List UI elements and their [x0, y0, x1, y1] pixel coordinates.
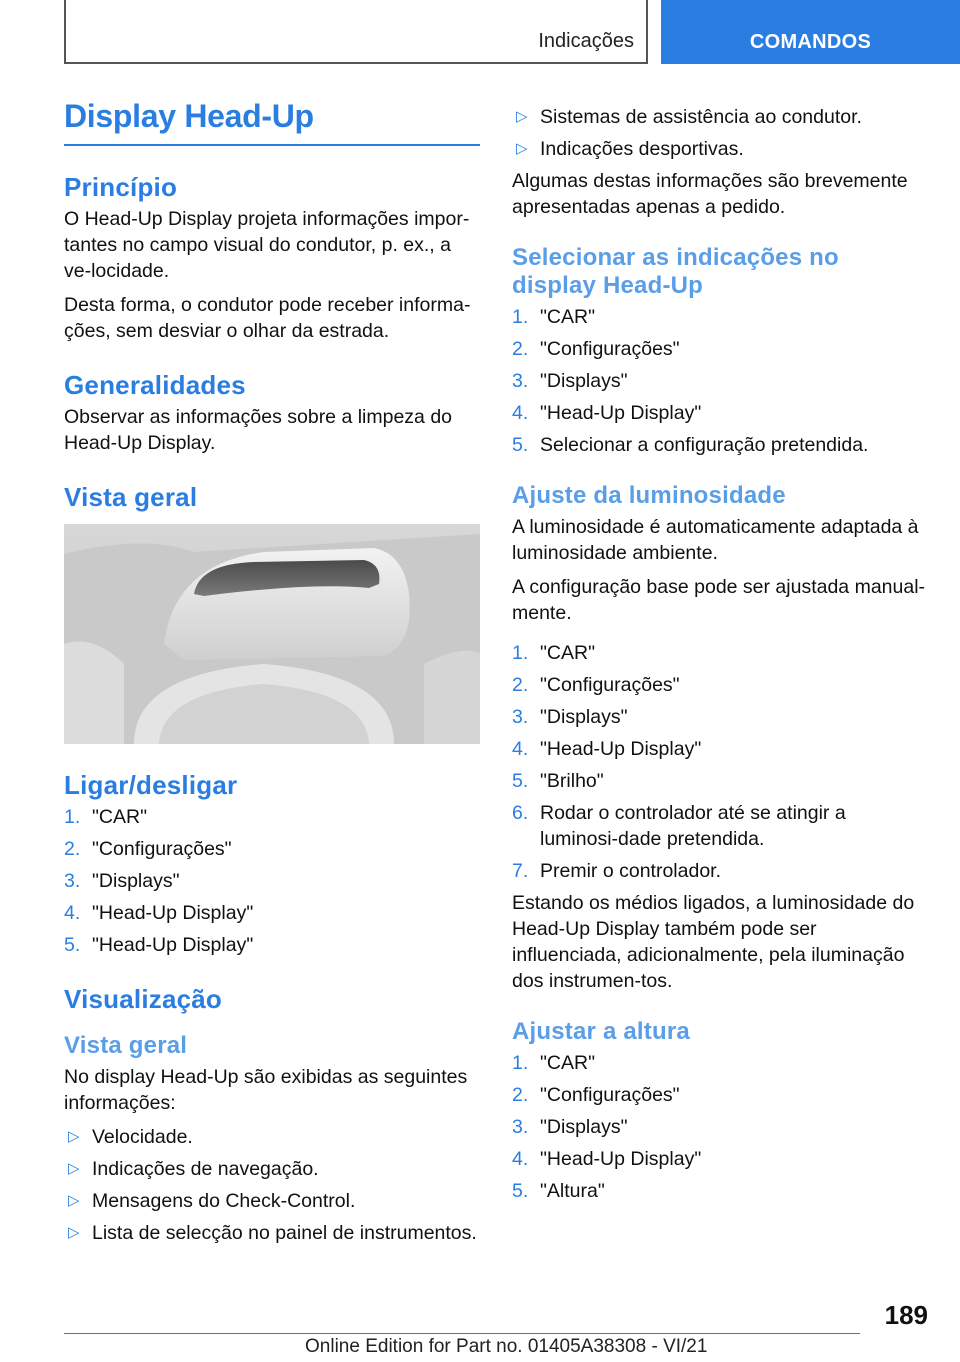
triangle-bullet-icon: ▷ [516, 140, 528, 157]
visualizacao-bullet-list [64, 1124, 480, 1246]
step-number: 1. [512, 1052, 529, 1074]
bullet-text: Lista de selecção no painel de instrumentos. [92, 1222, 477, 1244]
step-number: 3. [512, 1116, 529, 1138]
list-item [512, 672, 928, 698]
list-item [64, 836, 480, 862]
step-text: "Displays" [540, 370, 628, 392]
generalidades-paragraph: Observar as informações sobre a limpeza do Head-Up Display. [64, 406, 453, 454]
step-text: "Brilho" [540, 770, 604, 792]
step-number: 2. [512, 1084, 529, 1106]
step-text: "Configurações" [540, 338, 680, 360]
step-text: "Head-Up Display" [540, 402, 702, 424]
page-title: Display Head-Up [64, 96, 480, 146]
heading-vista-geral: Vista geral [64, 482, 198, 512]
list-item [512, 768, 928, 794]
step-number: 1. [512, 306, 529, 328]
bullet-text: Indicações de navegação. [92, 1158, 319, 1180]
step-text: "CAR" [92, 806, 148, 828]
step-number: 7. [512, 860, 529, 882]
heading-ligar-desligar: Ligar/desligar [64, 770, 238, 800]
list-item [512, 736, 928, 762]
list-item [64, 1124, 480, 1150]
list-item [64, 1188, 480, 1214]
step-number: 5. [64, 934, 81, 956]
step-number: 6. [512, 802, 529, 824]
step-text: "Head-Up Display" [92, 934, 254, 956]
luminosidade-paragraph-3: Estando os médios ligados, a luminosidade do Head-Up Display também pode ser influenciada, adicionalmente, pela iluminação dos instrumen-tos. [512, 892, 915, 992]
heading-visualizacao: Visualização [64, 984, 223, 1014]
head-up-display-photo [64, 524, 480, 744]
step-text: Rodar o controlador até se atingir a luminosi-dade pretendida. [540, 802, 846, 850]
principio-paragraph-2: Desta forma, o condutor pode receber informa-ções, sem desviar o olhar da estrada. [64, 294, 471, 342]
step-number: 3. [512, 706, 529, 728]
bullet-text: Indicações desportivas. [540, 138, 744, 160]
triangle-bullet-icon: ▷ [68, 1224, 80, 1241]
bullet-text: Sistemas de assistência ao condutor. [540, 106, 862, 128]
step-text: "CAR" [540, 1052, 596, 1074]
triangle-bullet-icon: ▷ [68, 1160, 80, 1177]
list-item [512, 400, 928, 426]
step-number: 4. [512, 738, 529, 760]
list-item [64, 900, 480, 926]
step-text: "CAR" [540, 642, 596, 664]
ligar-steps-list [64, 804, 480, 958]
step-number: 4. [512, 1148, 529, 1170]
luminosidade-paragraph-2: A configuração base pode ser ajustada manual-mente. [512, 576, 926, 624]
heading-selecionar-indicacoes: Selecionar as indicações no display Head-Up [512, 244, 839, 299]
step-number: 1. [512, 642, 529, 664]
page-number: 189 [884, 1300, 928, 1330]
heading-ajustar-altura: Ajustar a altura [512, 1018, 690, 1045]
luminosidade-steps-list [512, 640, 928, 884]
list-item [512, 1050, 928, 1076]
list-item [512, 336, 928, 362]
step-number: 4. [64, 902, 81, 924]
principio-paragraph-1: O Head-Up Display projeta informações impor-tantes no campo visual do condutor, p. ex., a ve-locidade. [64, 208, 470, 282]
heading-principio: Princípio [64, 172, 178, 202]
bullet-text: Velocidade. [92, 1126, 193, 1148]
header-section-box [64, 0, 648, 64]
footer-divider [64, 1333, 860, 1334]
heading-generalidades: Generalidades [64, 370, 246, 400]
step-text: "Displays" [92, 870, 180, 892]
bullet-text: Mensagens do Check-Control. [92, 1190, 356, 1212]
list-item [512, 432, 928, 458]
step-text: "Displays" [540, 1116, 628, 1138]
list-item [64, 804, 480, 830]
step-text: "Altura" [540, 1180, 605, 1202]
step-number: 5. [512, 770, 529, 792]
step-number: 2. [512, 674, 529, 696]
step-number: 4. [512, 402, 529, 424]
heading-ajuste-luminosidade: Ajuste da luminosidade [512, 482, 786, 509]
right-column [512, 104, 928, 1210]
step-text: "Displays" [540, 706, 628, 728]
step-text: "Head-Up Display" [540, 1148, 702, 1170]
step-number: 2. [64, 838, 81, 860]
triangle-bullet-icon: ▷ [68, 1192, 80, 1209]
list-item [512, 104, 928, 130]
step-text: Premir o controlador. [540, 860, 721, 882]
list-item [64, 1220, 480, 1246]
list-item [512, 1114, 928, 1140]
visualizacao-paragraph: No display Head-Up são exibidas as seguintes informações: [64, 1066, 468, 1114]
list-item [512, 1178, 928, 1204]
header-chapter-label: COMANDOS [749, 31, 872, 53]
selecionar-steps-list [512, 304, 928, 458]
list-item [512, 304, 928, 330]
step-text: "Head-Up Display" [540, 738, 702, 760]
step-number: 1. [64, 806, 81, 828]
footer-edition-text: Online Edition for Part no. 01405A38308 - VI/21 [305, 1336, 708, 1357]
list-item [512, 368, 928, 394]
list-item [512, 800, 928, 852]
header-chapter-tab [661, 0, 960, 64]
step-text: Selecionar a configuração pretendida. [540, 434, 869, 456]
triangle-bullet-icon: ▷ [68, 1128, 80, 1145]
left-column [64, 96, 480, 1252]
list-item [512, 704, 928, 730]
step-text: "CAR" [540, 306, 596, 328]
list-item [512, 858, 928, 884]
step-text: "Head-Up Display" [92, 902, 254, 924]
step-text: "Configurações" [92, 838, 232, 860]
continued-bullet-list [512, 104, 928, 162]
subheading-vista-geral: Vista geral [64, 1032, 188, 1059]
right-paragraph: Algumas destas informações são brevemente apresentadas apenas a pedido. [512, 170, 908, 218]
list-item [512, 136, 928, 162]
list-item [64, 1156, 480, 1182]
list-item [64, 932, 480, 958]
step-number: 2. [512, 338, 529, 360]
list-item [64, 868, 480, 894]
list-item [512, 640, 928, 666]
list-item [512, 1082, 928, 1108]
step-text: "Configurações" [540, 674, 680, 696]
header-section-label: Indicações [538, 30, 634, 52]
list-item [512, 1146, 928, 1172]
altura-steps-list [512, 1050, 928, 1204]
step-text: "Configurações" [540, 1084, 680, 1106]
step-number: 3. [64, 870, 81, 892]
step-number: 5. [512, 434, 529, 456]
triangle-bullet-icon: ▷ [516, 108, 528, 125]
luminosidade-paragraph-1: A luminosidade é automaticamente adaptada à luminosidade ambiente. [512, 516, 919, 564]
step-number: 3. [512, 370, 529, 392]
step-number: 5. [512, 1180, 529, 1202]
